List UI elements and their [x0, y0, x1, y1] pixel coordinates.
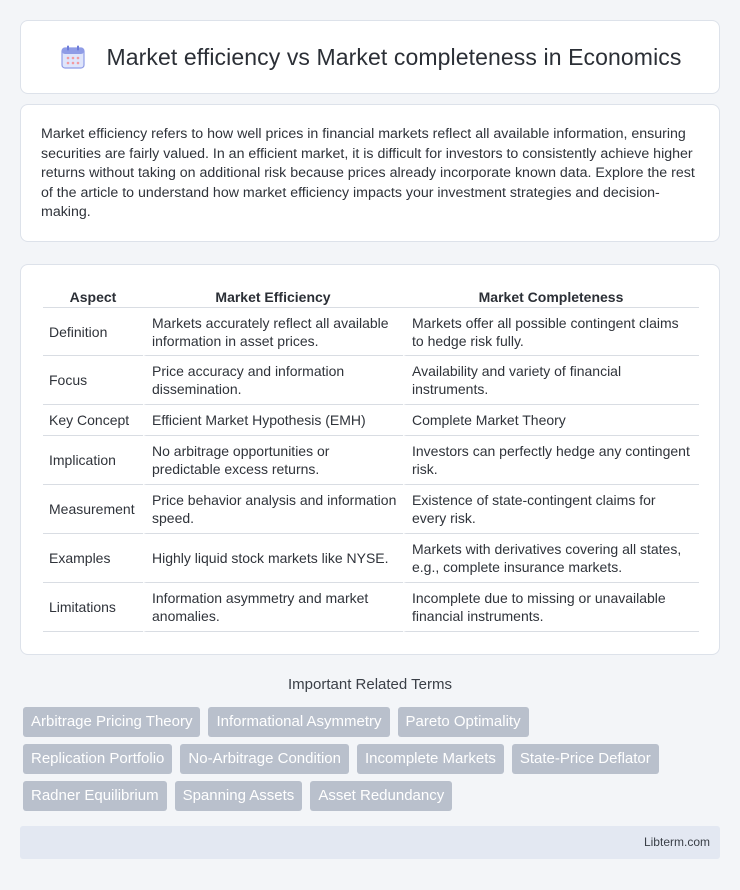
- table-row: [43, 534, 699, 583]
- tag-pareto-optimality[interactable]: Pareto Optimality: [398, 707, 529, 737]
- table-row: [43, 356, 699, 405]
- footer: [20, 826, 720, 859]
- table-cell: Markets offer all possible contingent claims to hedge risk fully.: [403, 308, 699, 356]
- tag-spanning-assets[interactable]: Spanning Assets: [175, 781, 303, 811]
- table-cell: Focus: [43, 356, 143, 405]
- table-cell: Price behavior analysis and information speed.: [143, 485, 403, 534]
- tag-no-arbitrage-condition[interactable]: No-Arbitrage Condition: [180, 744, 349, 774]
- intro-card: [20, 104, 720, 242]
- tag-replication-portfolio[interactable]: Replication Portfolio: [23, 744, 172, 774]
- tag-incomplete-markets[interactable]: Incomplete Markets: [357, 744, 504, 774]
- table-cell: No arbitrage opportunities or predictable excess returns.: [143, 436, 403, 485]
- table-cell: Incomplete due to missing or unavailable financial instruments.: [403, 583, 699, 632]
- tag-row: [23, 707, 723, 737]
- table-row: [43, 405, 699, 436]
- table-cell: Implication: [43, 436, 143, 485]
- header-card: [20, 20, 720, 94]
- table-cell: Information asymmetry and market anomalies.: [143, 583, 403, 632]
- tag-row: [23, 781, 723, 811]
- table-row: [43, 436, 699, 485]
- header-market-efficiency: Market Efficiency: [143, 287, 403, 308]
- table-cell: Efficient Market Hypothesis (EMH): [143, 405, 403, 436]
- header-aspect: Aspect: [43, 287, 143, 308]
- comparison-card: [20, 264, 720, 655]
- table-cell: Price accuracy and information dissemination.: [143, 356, 403, 405]
- table-cell: Limitations: [43, 583, 143, 632]
- tag-informational-asymmetry[interactable]: Informational Asymmetry: [208, 707, 389, 737]
- table-row: [43, 485, 699, 534]
- table-cell: Markets with derivatives covering all states, e.g., complete insurance markets.: [403, 534, 699, 583]
- related-terms-title: Important Related Terms: [288, 676, 452, 693]
- tag-state-price-deflator[interactable]: State-Price Deflator: [512, 744, 659, 774]
- table-cell: Key Concept: [43, 405, 143, 436]
- table-cell: Examples: [43, 534, 143, 583]
- table-cell: Highly liquid stock markets like NYSE.: [143, 534, 403, 583]
- tag-radner-equilibrium[interactable]: Radner Equilibrium: [23, 781, 167, 811]
- tag-row: [23, 744, 723, 774]
- table-header-row: [43, 287, 699, 308]
- table-cell: Existence of state-contingent claims for every risk.: [403, 485, 699, 534]
- table-cell: Investors can perfectly hedge any contingent risk.: [403, 436, 699, 485]
- intro-text: Market efficiency refers to how well prices in financial markets reflect all available information, ensuring securities are fairly valued. In an efficient market, it is difficult for investors to consistently achieve higher returns without taking on additional risk because prices already incorporate known data. Explore the rest of the article to understand how market efficiency impacts your investment strategies and decision-making.: [41, 126, 695, 221]
- calendar-icon: [59, 43, 87, 71]
- table-row: [43, 583, 699, 632]
- comparison-table: [43, 287, 699, 632]
- footer-site-link[interactable]: Libterm.com: [643, 835, 710, 849]
- table-cell: Markets accurately reflect all available information in asset prices.: [143, 308, 403, 356]
- table-cell: Availability and variety of financial instruments.: [403, 356, 699, 405]
- table-cell: Complete Market Theory: [403, 405, 699, 436]
- related-terms: [23, 707, 723, 818]
- table-cell: Measurement: [43, 485, 143, 534]
- page-title: Market efficiency vs Market completeness in Economics: [106, 43, 682, 70]
- tag-asset-redundancy[interactable]: Asset Redundancy: [310, 781, 452, 811]
- table-cell: Definition: [43, 308, 143, 356]
- header-market-completeness: Market Completeness: [403, 287, 699, 308]
- tag-arbitrage-pricing-theory[interactable]: Arbitrage Pricing Theory: [23, 707, 200, 737]
- table-row: [43, 308, 699, 356]
